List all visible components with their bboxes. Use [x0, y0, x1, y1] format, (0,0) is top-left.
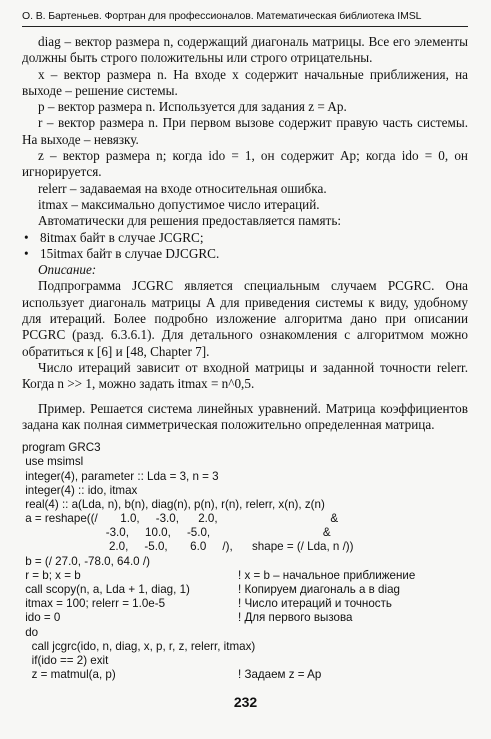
code-text: call jcgrc(ido, n, diag, x, p, r, z, relerr, itmax) — [22, 639, 256, 653]
memory-note: Автоматически для решения предоставляется память: — [38, 213, 342, 229]
code-text: real(4) :: a(Lda, n), b(n), diag(n), p(n), r(n), relerr, x(n), z(n) — [22, 497, 325, 511]
code-text: r = b; x = b — [22, 568, 81, 582]
code-comment: ! x = b – начальное приближение — [238, 568, 416, 582]
param-x: x – вектор размера n. На входе x содержит начальные приближения, на выходе – решение системы. — [22, 66, 468, 98]
code-text: itmax = 100; relerr = 1.0e-5 — [22, 597, 166, 611]
code-line — [22, 484, 468, 498]
code-line — [22, 668, 468, 682]
param-relerr: relerr – задаваемая на входе относительная ошибка. — [38, 180, 327, 196]
example-paragraph: Пример. Решается система линейных уравнений. Матрица коэффициентов задана как полная симметрическая положительно определенная матрица. — [22, 400, 468, 432]
code-line — [22, 654, 468, 668]
memory-list-item: • 8itmax байт в случае JCGRC; — [22, 230, 468, 246]
code-line — [22, 583, 468, 597]
code-comment: ! Число итераций и точность — [238, 597, 392, 611]
code-text: if(ido == 2) exit — [22, 653, 109, 667]
code-line — [22, 555, 468, 569]
code-text: 2.0, -5.0, 6.0 /), shape = (/ Lda, n /)) — [22, 540, 354, 554]
code-text: -3.0, 10.0, -5.0, & — [22, 526, 331, 540]
description-paragraph: Подпрограмма JCGRC является специальным случаем PCGRC. Она использует диагональ матрицы A для приведения системы к виду, удобному для итераций. Более подробно изложение алгоритма дано при описании PCGRC (разд. 6.3.6.1). Для детального ознакомления с алгоритмом можно обратиться к [6] и [48, Chapter 7]. — [22, 278, 468, 359]
memory-list-item: • 15itmax байт в случае DJCGRC. — [22, 246, 468, 262]
param-p: p – вектор размера n. Используется для задания z = Ap. — [38, 99, 347, 115]
code-text: use msimsl — [22, 455, 84, 469]
param-z: z – вектор размера n; когда ido = 1, он содержит Ap; когда ido = 0, он игнорируется. — [22, 148, 468, 180]
code-listing — [22, 441, 468, 682]
code-line — [22, 611, 468, 625]
code-comment: ! Задаем z = Ap — [238, 668, 322, 682]
code-text: call scopy(n, a, Lda + 1, diag, 1) — [22, 583, 190, 596]
iterations-paragraph: Число итераций зависит от входной матрицы и заданной точности relerr. Когда n >> 1, можно задать itmax = n^0,5. — [22, 359, 468, 392]
code-text: a = reshape((/ 1.0, -3.0, 2.0, & — [22, 512, 339, 526]
code-line — [22, 569, 468, 583]
memory-list — [22, 230, 468, 263]
code-text: integer(4) :: ido, itmax — [22, 483, 138, 497]
code-comment: ! Для первого вызова — [238, 611, 353, 625]
code-line — [22, 441, 468, 455]
code-line — [22, 470, 468, 484]
code-comment: ! Копируем диагональ a в diag — [238, 583, 400, 596]
section-heading: Описание: — [38, 262, 97, 278]
code-line — [22, 526, 468, 540]
code-text: b = (/ 27.0, -78.0, 64.0 /) — [22, 554, 150, 568]
code-text: do — [22, 625, 39, 639]
running-header: О. В. Бартеньев. Фортран для профессионалов. Математическая библиотека IMSL — [22, 10, 468, 27]
param-diag: diag – вектор размера n, содержащий диагональ матрицы. Все его элементы должны быть строго положительны или строго отрицательны. — [22, 34, 468, 66]
code-line — [22, 498, 468, 512]
code-text: ido = 0 — [22, 611, 61, 625]
code-line — [22, 597, 468, 611]
code-line — [22, 640, 468, 654]
code-text: integer(4), parameter :: Lda = 3, n = 3 — [22, 469, 219, 483]
code-line — [22, 540, 468, 554]
page-number: 232 — [233, 694, 258, 710]
code-line — [22, 626, 468, 640]
param-itmax: itmax – максимально допустимое число итераций. — [38, 196, 320, 212]
code-line — [22, 512, 468, 526]
param-r: r – вектор размера n. При первом вызове содержит правую часть системы. На выходе – невязку. — [22, 115, 468, 147]
code-text: z = matmul(a, p) — [22, 668, 116, 682]
code-line — [22, 455, 468, 469]
code-text: program GRC3 — [22, 441, 101, 455]
page-body — [22, 34, 468, 682]
